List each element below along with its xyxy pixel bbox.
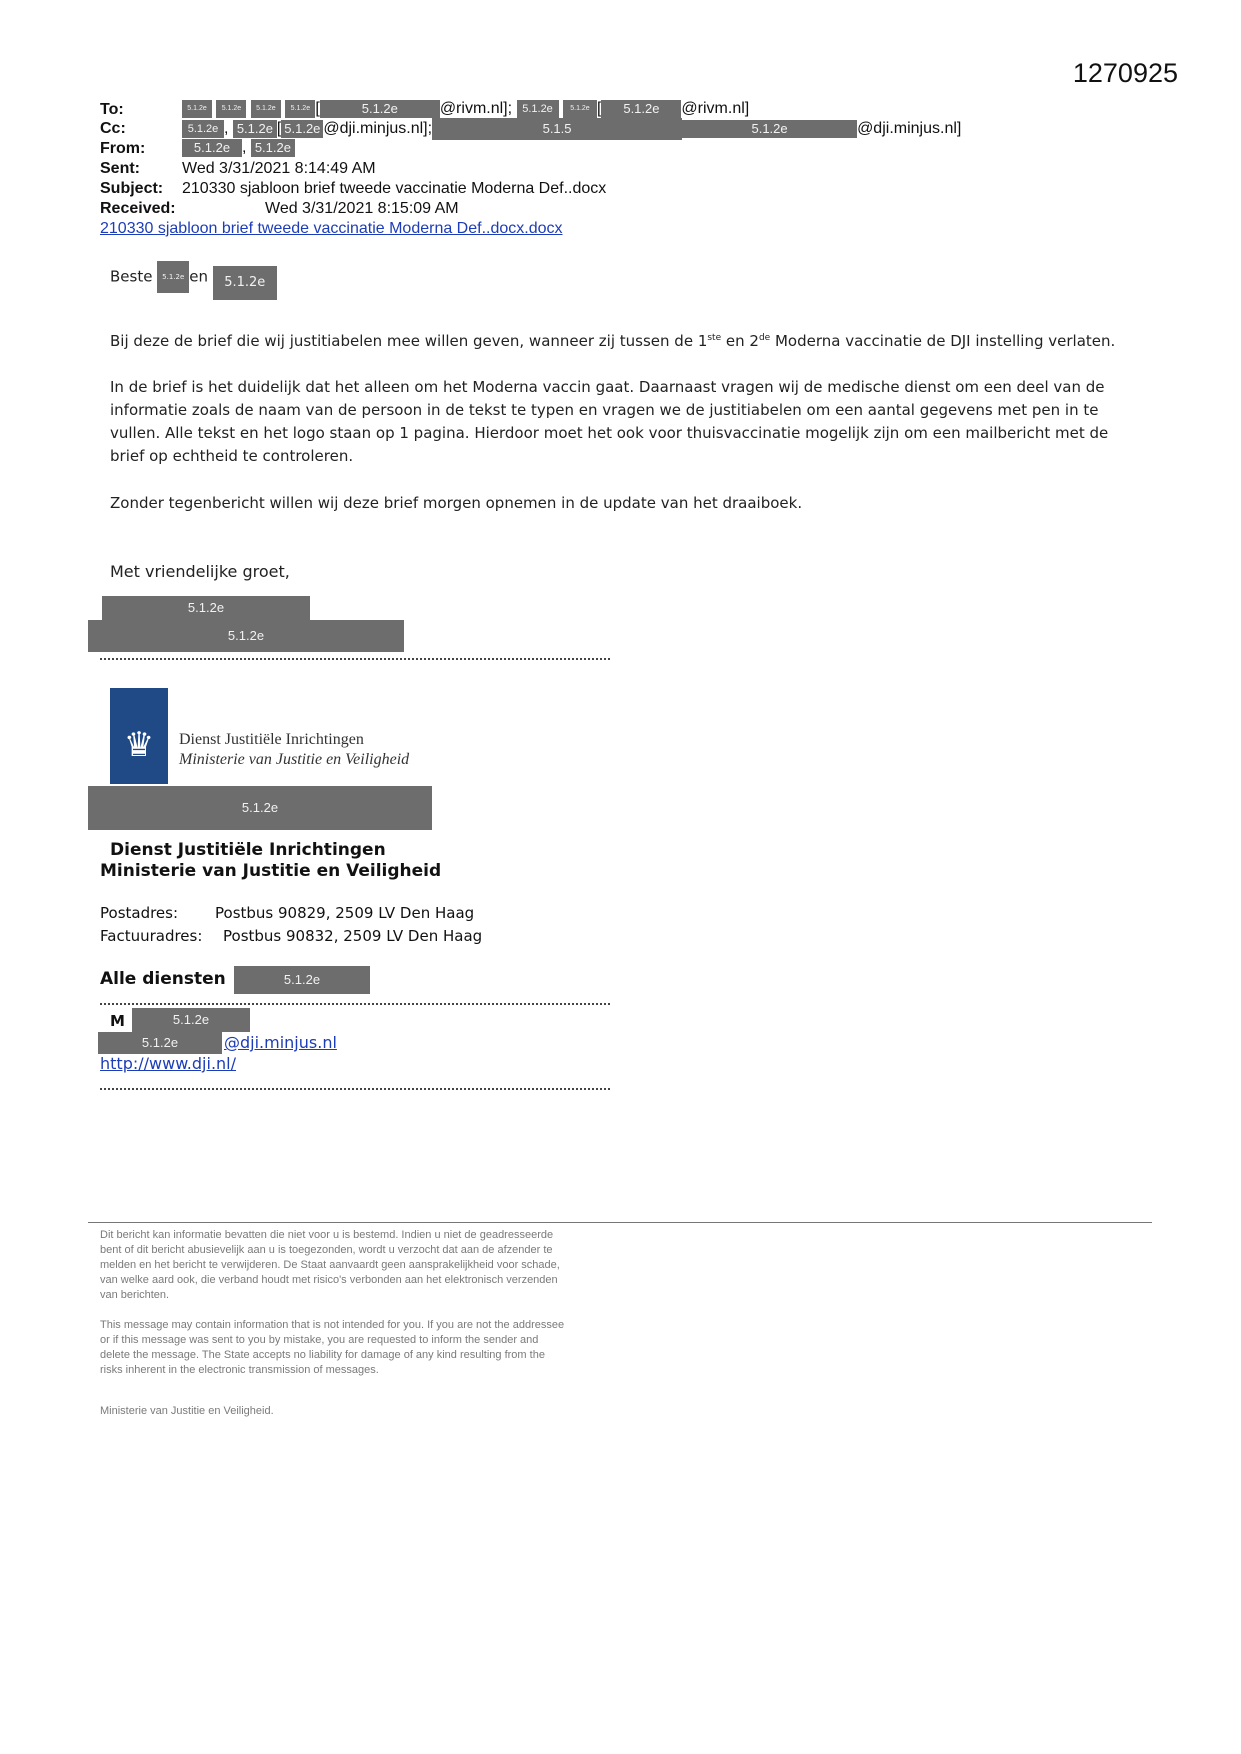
factuuradres: Postbus 90832, 2509 LV Den Haag (223, 927, 483, 945)
redaction: 5.1.2e (517, 100, 559, 118)
redaction: 5.1.2e (601, 100, 681, 118)
redaction: 5.1.2e (216, 100, 246, 118)
divider (100, 658, 610, 660)
redaction: 5.1.2e (251, 139, 295, 157)
crest-icon: ♛ (123, 726, 155, 764)
logo-line-1: Dienst Justitiële Inrichtingen (179, 731, 364, 748)
cc-label: Cc: (100, 120, 126, 137)
postadres-label: Postadres: (100, 904, 179, 922)
redaction: 5.1.2e (182, 100, 212, 118)
to-bracket: [ (315, 100, 320, 117)
paragraph-1 (110, 330, 1130, 353)
cc-domain-1: @dji.minjus.nl]; (323, 120, 433, 138)
redaction: 5.1.2e (132, 1008, 250, 1032)
redaction: 5.1.2e (157, 261, 189, 293)
divider (100, 1088, 610, 1090)
to-label: To: (100, 101, 124, 118)
attachment-link[interactable]: 210330 sjabloon brief tweede vaccinatie Moderna Def..docx.docx (100, 220, 563, 237)
divider (100, 1003, 610, 1005)
paragraph-1-text: en 2 (721, 332, 759, 350)
redaction: 5.1.2e (281, 120, 323, 138)
paragraph-3: Zonder tegenbericht willen wij deze brief morgen opnemen in de update van het draaiboek. (110, 494, 803, 512)
separator-line (88, 1222, 1152, 1223)
received-label: Received: (100, 200, 176, 217)
paragraph-1-text: Bij deze de brief die wij justitiabelen mee willen geven, wanneer zij tussen de 1 (110, 332, 708, 350)
redaction: 5.1.2e (88, 620, 404, 652)
redaction: 5.1.2e (88, 786, 432, 830)
org-name-2: Ministerie van Justitie en Veiligheid (100, 861, 442, 881)
cc-domain-2: @dji.minjus.nl] (857, 120, 962, 138)
redaction: 5.1.2e (234, 966, 370, 994)
redaction: 5.1.2e (98, 1032, 222, 1054)
disclaimer-ministry: Ministerie van Justitie en Veiligheid. (100, 1405, 274, 1417)
redaction: 5.1.2e (213, 266, 277, 300)
redaction: 5.1.2e (682, 120, 857, 138)
paragraph-1-text: Moderna vaccinatie de DJI instelling verlaten. (770, 332, 1116, 350)
to-row (182, 99, 749, 118)
factuuradres-label: Factuuradres: (100, 927, 203, 945)
redaction: 5.1.2e (182, 120, 224, 138)
document-number: 1270925 (1072, 58, 1178, 88)
to-domain-2: @rivm.nl] (681, 100, 750, 117)
redaction: 5.1.2e (285, 100, 315, 118)
cc-row: 5.1.2e , 5.1.2e [ 5.1.2e @dji.minjus.nl]; 5.1.5 5.1.2e @dji.minjus.nl] (182, 118, 961, 140)
to-bracket: [ (596, 100, 602, 117)
from-row: 5.1.2e , 5.1.2e (182, 138, 295, 157)
from-label: From: (100, 140, 146, 157)
postadres: Postbus 90829, 2509 LV Den Haag (215, 904, 475, 922)
greeting-beste: Beste (110, 267, 153, 286)
website-link[interactable]: http://www.dji.nl/ (100, 1054, 236, 1073)
subject-value: 210330 sjabloon brief tweede vaccinatie Moderna Def..docx (182, 180, 607, 197)
redaction: 5.1.2e (182, 139, 242, 157)
disclaimer-en: This message may contain information that is not intended for you. If you are not the addressee or if this message was sent to you by mistake, you are requested to inform the sender and delete the message. The State accepts no liability for damage of any kind resulting from the risks inherent in the electronic transmission of messages. (100, 1319, 565, 1376)
logo-text (179, 730, 409, 770)
greeting (110, 260, 277, 294)
redaction: 5.1.2e (251, 100, 281, 118)
redaction: 5.1.2e (233, 120, 277, 138)
closing: Met vriendelijke groet, (110, 562, 290, 581)
sent-label: Sent: (100, 160, 140, 177)
subject-label: Subject: (100, 180, 164, 197)
mobile-label: M (110, 1012, 125, 1030)
dji-logo (110, 688, 168, 784)
disclaimer-nl: Dit bericht kan informatie bevatten die niet voor u is bestemd. Indien u niet de geadresseerde bent of dit bericht abusievelijk aan u is toegezonden, wordt u verzocht dat aan de afzender te melden en het bericht te verwijderen. De Staat aanvaardt geen aansprakelijkheid voor schade, van welke aard ook, die verband houdt met risico's verbonden aan het elektronisch verzenden van berichten. (100, 1229, 560, 1301)
greeting-en: en (189, 267, 208, 286)
alle-diensten: Alle diensten (100, 969, 226, 989)
to-domain-1: @rivm.nl]; (439, 100, 513, 117)
redaction: 5.1.5 (432, 118, 682, 140)
redaction: 5.1.2e (320, 100, 440, 118)
superscript: de (758, 333, 771, 343)
redaction: 5.1.2e (563, 100, 597, 118)
received-value: Wed 3/31/2021 8:15:09 AM (265, 200, 459, 217)
email-link[interactable]: @dji.minjus.nl (224, 1033, 337, 1052)
redaction: 5.1.2e (102, 596, 310, 620)
logo-line-2: Ministerie van Justitie en Veiligheid (179, 751, 410, 768)
sent-value: Wed 3/31/2021 8:14:49 AM (182, 160, 376, 177)
paragraph-2: In de brief is het duidelijk dat het alleen om het Moderna vaccin gaat. Daarnaast vragen wij de medische dienst om een deel van de informatie zoals de naam van de persoon in de tekst te typen en vragen we de justitiabelen om een aantal gegevens met pen in te vullen. Alle tekst en het logo staan op 1 pagina. Hierdoor moet het ook voor thuisvaccinatie mogelijk zijn om een mailbericht met de brief op echtheid te controleren. (110, 378, 1109, 465)
org-name-1: Dienst Justitiële Inrichtingen (110, 840, 386, 860)
superscript: ste (707, 333, 722, 343)
